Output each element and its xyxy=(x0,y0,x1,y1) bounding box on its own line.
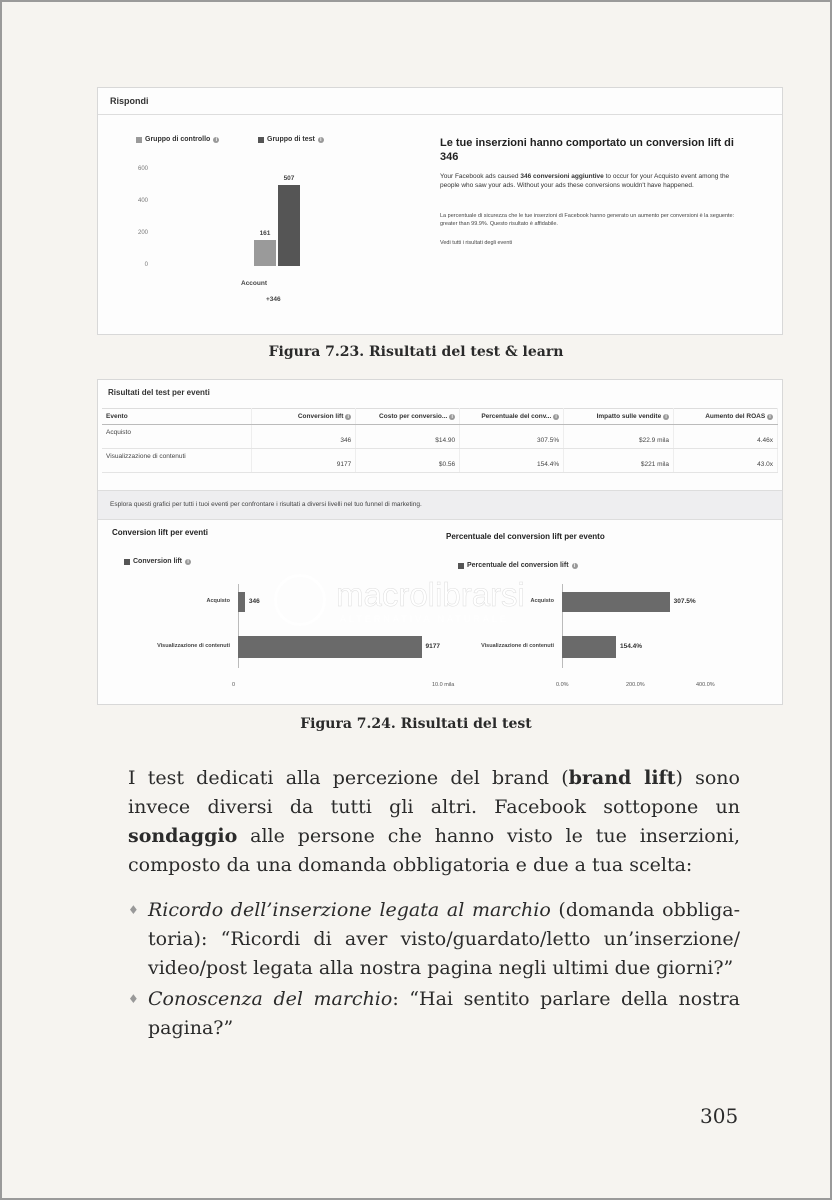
figure-test-and-learn xyxy=(98,88,782,334)
bar-control xyxy=(254,240,276,266)
bar xyxy=(238,636,422,658)
result-title: Le tue inserzioni hanno comportato un conversion lift di 346 xyxy=(440,137,734,163)
table-cell: $0.56 xyxy=(356,449,460,473)
x-tick-label: 10.0 mila xyxy=(432,682,455,688)
bullet-icon: ♦ xyxy=(128,903,139,917)
term-brand-lift: brand lift xyxy=(568,767,676,789)
bar-test xyxy=(278,185,300,266)
table-cell: $14.90 xyxy=(356,425,460,449)
info-icon[interactable]: i xyxy=(213,137,219,143)
figure-test-results xyxy=(98,380,782,704)
explore-text: Esplora questi grafici per tutti i tuoi eventi per confrontare i risultati a diversi livelli nel tuo funnel di marketing. xyxy=(110,501,422,508)
list-item xyxy=(128,985,740,1043)
x-tick-label: 0.0% xyxy=(556,682,569,688)
bullet-list xyxy=(128,896,740,1045)
result-text-bold: 346 conversioni aggiuntive xyxy=(520,173,604,180)
table-cell: $221 mila xyxy=(564,449,674,473)
legend-swatch xyxy=(458,563,464,569)
category-label: Acquisto xyxy=(530,598,554,604)
table-cell: 307.5% xyxy=(460,425,564,449)
category-label: Visualizzazione di contenuti xyxy=(157,643,230,649)
page-number: 305 xyxy=(700,1104,739,1128)
info-icon[interactable]: i xyxy=(572,563,578,569)
column-header-label: Aumento del ROAS xyxy=(705,413,766,420)
legend-test xyxy=(258,136,324,143)
bar xyxy=(562,592,670,612)
column-header-label: Impatto sulle vendite xyxy=(596,413,662,420)
category-label: Visualizzazione di contenuti xyxy=(481,643,554,649)
category-label: Acquisto xyxy=(206,598,230,604)
result-text-post: to occur for your Acquisto event among the people who saw your ads. Without your ads these conversions wouldn't have happened. xyxy=(440,173,730,189)
list-item-term: Ricordo dell’inserzione legata al marchio xyxy=(148,899,551,921)
see-all-results-link[interactable]: Vedi tutti i risultati degli eventi xyxy=(440,240,513,246)
explore-banner xyxy=(98,490,782,520)
legend-label-test: Gruppo di test xyxy=(267,136,315,143)
info-icon[interactable]: i xyxy=(553,414,559,420)
caption-figure-7-23: Figura 7.23. Risultati del test & learn xyxy=(268,344,564,360)
legend-percent-lift xyxy=(458,562,578,569)
bar-data-label: 346 xyxy=(248,598,260,605)
legend-swatch-test xyxy=(258,137,264,143)
result-text xyxy=(440,172,740,190)
column-header[interactable] xyxy=(252,409,356,425)
table-cell: 4.46x xyxy=(674,425,778,449)
y-tick: 400 xyxy=(137,198,148,204)
list-item-text: (domanda obbligatoria): “Ricordi di aver visto/guardato/letto un’inserzione/ video/post legata alla nostra pagina negli ultimi due giorni?” xyxy=(148,899,740,979)
column-header[interactable] xyxy=(674,409,778,425)
bar xyxy=(238,592,245,612)
info-icon[interactable]: i xyxy=(345,414,351,420)
bar-data-label: 161 xyxy=(259,230,271,238)
column-header[interactable] xyxy=(356,409,460,425)
info-icon[interactable]: i xyxy=(663,414,669,420)
legend-label-control: Gruppo di controllo xyxy=(145,136,211,143)
legend-conversion-lift xyxy=(124,558,191,565)
column-header[interactable] xyxy=(564,409,674,425)
x-axis-label: Account xyxy=(241,280,267,287)
x-tick-label: 200.0% xyxy=(626,682,645,688)
y-tick: 600 xyxy=(137,166,148,172)
bar-data-label: 9177 xyxy=(425,643,440,650)
caption-figure-7-24: Figura 7.24. Risultati del test xyxy=(300,716,532,732)
info-icon[interactable]: i xyxy=(185,559,191,565)
y-tick: 200 xyxy=(137,230,148,236)
legend-swatch-control xyxy=(136,137,142,143)
column-header[interactable]: Evento xyxy=(102,409,252,425)
result-text-pre: Your Facebook ads caused xyxy=(440,173,521,180)
divider xyxy=(98,114,782,115)
legend-label: Conversion lift xyxy=(133,558,183,565)
x-tick-label: 400.0% xyxy=(696,682,715,688)
info-icon[interactable]: i xyxy=(449,414,455,420)
left-chart-title: Conversion lift per eventi xyxy=(112,528,209,537)
legend-swatch xyxy=(124,559,130,565)
column-header[interactable] xyxy=(460,409,564,425)
table-header-row xyxy=(102,409,778,425)
figure2-header: Risultati del test per eventi xyxy=(108,388,210,397)
table-row xyxy=(102,425,778,449)
bar-data-label: 507 xyxy=(283,174,295,182)
column-header-label: Percentuale del conv... xyxy=(481,413,552,420)
table-cell: Visualizzazione di contenuti xyxy=(102,449,252,473)
paragraph-text: alle persone che hanno visto le tue inserzioni, composto da una domanda obbligatoria e due a tua scelta: xyxy=(128,825,740,876)
legend-label: Percentuale del conversion lift xyxy=(467,562,569,569)
paragraph-text: ) sono invece diversi da tutti gli altri. Facebook sottopone un xyxy=(128,767,740,818)
info-icon[interactable]: i xyxy=(767,414,773,420)
watermark-tagline: ALTERNATIVA NATURALE xyxy=(340,614,509,624)
list-item-term: Conoscenza del marchio xyxy=(148,988,393,1010)
list-item-text: : “Hai sentito parlare della nostra pagina?” xyxy=(148,988,740,1039)
y-tick: 0 xyxy=(144,262,148,268)
table-cell: $22.9 mila xyxy=(564,425,674,449)
column-header-label: Conversion lift xyxy=(297,413,344,420)
right-chart-title: Percentuale del conversion lift per evento xyxy=(446,532,605,541)
column-header-label: Costo per conversio... xyxy=(379,413,448,420)
body-paragraph xyxy=(128,764,740,880)
bullet-icon: ♦ xyxy=(128,992,139,1006)
bar xyxy=(562,636,616,658)
events-table xyxy=(102,408,778,473)
table-row xyxy=(102,449,778,473)
paragraph-text: I test dedicati alla percezione del brand ( xyxy=(128,767,569,789)
term-sondaggio: sondaggio xyxy=(128,825,238,847)
legend-control xyxy=(136,136,219,143)
table-cell: Acquisto xyxy=(102,425,252,449)
x-tick-label: 0 xyxy=(232,682,236,688)
table-cell: 9177 xyxy=(252,449,356,473)
table-cell: 43.0x xyxy=(674,449,778,473)
figure1-header: Rispondi xyxy=(110,96,149,106)
info-icon[interactable]: i xyxy=(318,137,324,143)
list-item xyxy=(128,896,740,983)
confidence-text: La percentuale di sicurezza che le tue inserzioni di Facebook hanno generato un aumento per conversioni è la seguente: greater than 99.9%. Questo risultato è affidabile. xyxy=(440,213,735,227)
bar-data-label: 307.5% xyxy=(673,598,696,605)
table-cell: 346 xyxy=(252,425,356,449)
lift-label: +346 xyxy=(266,296,281,303)
bar-data-label: 154.4% xyxy=(620,643,643,650)
watermark-brand: macrolibrarsi xyxy=(336,576,525,613)
table-cell: 154.4% xyxy=(460,449,564,473)
